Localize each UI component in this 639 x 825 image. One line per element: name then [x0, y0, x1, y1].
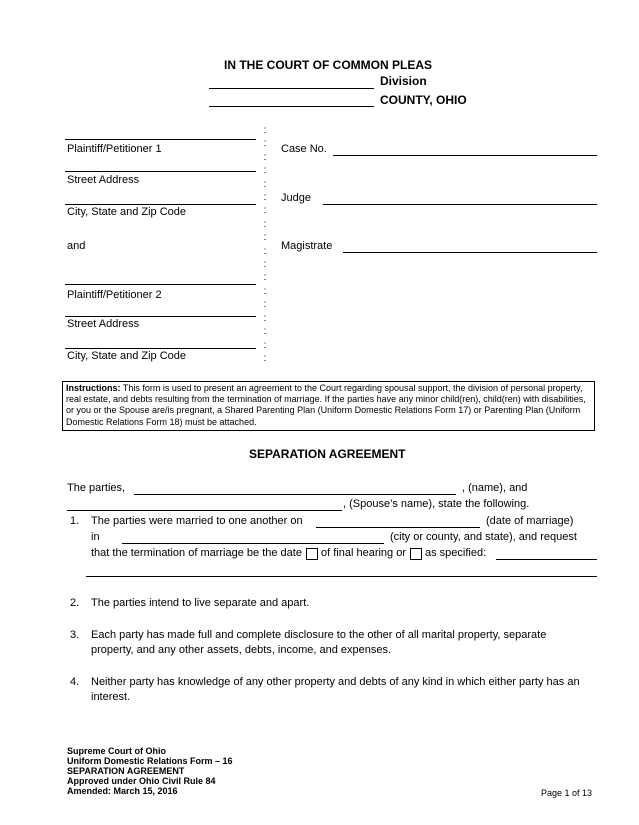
page-title: SEPARATION AGREEMENT: [249, 447, 406, 461]
termination-text: that the termination of marriage be the date: [91, 547, 302, 559]
colon-mark: :: [263, 218, 267, 230]
item-4-number: 4.: [70, 676, 80, 688]
item-3-number: 3.: [70, 629, 80, 641]
city1-label: City, State and Zip Code: [67, 206, 187, 218]
and-label: and: [67, 240, 86, 252]
marriage-place-hint: (city or county, and state), and request: [390, 531, 577, 543]
colon-mark: :: [263, 299, 267, 311]
county-label: COUNTY, OHIO: [380, 93, 467, 107]
plaintiff1-line: [65, 139, 256, 140]
magistrate-field[interactable]: [343, 252, 597, 253]
colon-mark: :: [263, 312, 267, 324]
footer-amended: Amended: March 15, 2016: [67, 786, 178, 796]
judge-label: Judge: [281, 192, 311, 204]
caption-divider: [262, 124, 268, 365]
judge-field[interactable]: [323, 204, 597, 205]
as-specified-label: as specified:: [425, 547, 487, 559]
colon-mark: :: [263, 178, 267, 190]
case-no-field[interactable]: [333, 155, 597, 156]
item-2-number: 2.: [70, 597, 80, 609]
footer-title: SEPARATION AGREEMENT: [67, 766, 185, 776]
spouse-name-field[interactable]: [67, 510, 342, 511]
colon-mark: :: [263, 352, 267, 364]
page-number: Page 1 of 13: [541, 788, 593, 798]
plaintiff2-line: [65, 284, 256, 285]
colon-mark: :: [263, 165, 267, 177]
footer-form: Uniform Domestic Relations Form – 16: [67, 756, 233, 766]
colon-mark: :: [263, 245, 267, 257]
colon-mark: :: [263, 125, 267, 136]
specified-continued-field[interactable]: [86, 576, 597, 577]
street2-label: Street Address: [67, 318, 140, 330]
item-1-text: The parties were married to one another on: [91, 515, 303, 527]
street1-label: Street Address: [67, 174, 140, 186]
colon-mark: :: [263, 151, 267, 163]
county-line: [209, 106, 374, 107]
case-no-label: Case No.: [281, 143, 327, 155]
colon-mark: :: [263, 232, 267, 244]
street2-line: [65, 316, 256, 317]
city2-label: City, State and Zip Code: [67, 350, 187, 362]
final-hearing-label: of final hearing or: [321, 547, 406, 559]
colon-mark: :: [263, 339, 267, 351]
marriage-date-hint: (date of marriage): [486, 515, 574, 527]
division-label: Division: [380, 74, 427, 88]
final-hearing-checkbox[interactable]: [306, 548, 318, 560]
marriage-place-field[interactable]: [122, 543, 384, 544]
party-name-field[interactable]: [134, 494, 456, 495]
plaintiff2-label: Plaintiff/Petitioner 2: [67, 289, 162, 301]
footer-rule: Approved under Ohio Civil Rule 84: [67, 776, 216, 786]
court-heading: IN THE COURT OF COMMON PLEAS: [224, 58, 432, 72]
item-1-number: 1.: [70, 515, 80, 527]
item-4-text-line2: interest.: [91, 691, 131, 703]
item-1-in: in: [91, 531, 100, 543]
parties-lead: The parties,: [67, 482, 126, 494]
item-3-text-line2: property, and any other assets, debts, income, and expenses.: [91, 644, 392, 656]
division-line: [209, 88, 374, 89]
item-4-text-line1: Neither party has knowledge of any other property and debts of any kind in which either party has an: [91, 676, 580, 688]
city2-line: [65, 348, 256, 349]
marriage-date-field[interactable]: [316, 527, 480, 528]
colon-mark: :: [263, 205, 267, 217]
footer-block: [67, 746, 233, 796]
party-name-hint: , (name), and: [462, 482, 528, 494]
instructions-text: This form is used to present an agreement to the Court regarding spousal support, the division of personal property, real estate, and debts resulting from the termination of marriage. If the parties have any minor child(ren), child(ren) with disabilities, or you or the Spouse are/is pregnant, a Shared Parenting Plan (Uniform Domestic Relations Form 17) or Parenting Plan (Uniform Domestic Relations Form 18) must be attached.: [66, 383, 586, 427]
colon-mark: :: [263, 285, 267, 297]
specified-date-field[interactable]: [496, 559, 597, 560]
item-3-text-line1: Each party has made full and complete disclosure to the other of all marital property, separate: [91, 629, 547, 641]
colon-mark: :: [263, 272, 267, 284]
as-specified-checkbox[interactable]: [410, 548, 422, 560]
spouse-name-hint: , (Spouse’s name), state the following.: [343, 498, 530, 510]
instructions-label: Instructions:: [66, 383, 121, 393]
colon-mark: :: [263, 326, 267, 338]
magistrate-label: Magistrate: [281, 240, 333, 252]
item-2-text: The parties intend to live separate and apart.: [91, 597, 310, 609]
instructions-box: [62, 381, 595, 431]
colon-mark: :: [263, 259, 267, 271]
plaintiff1-label: Plaintiff/Petitioner 1: [67, 143, 162, 155]
colon-mark: :: [263, 192, 267, 204]
footer-court: Supreme Court of Ohio: [67, 746, 166, 756]
street1-line: [65, 171, 256, 172]
city1-line: [65, 204, 256, 205]
colon-mark: :: [263, 138, 267, 150]
